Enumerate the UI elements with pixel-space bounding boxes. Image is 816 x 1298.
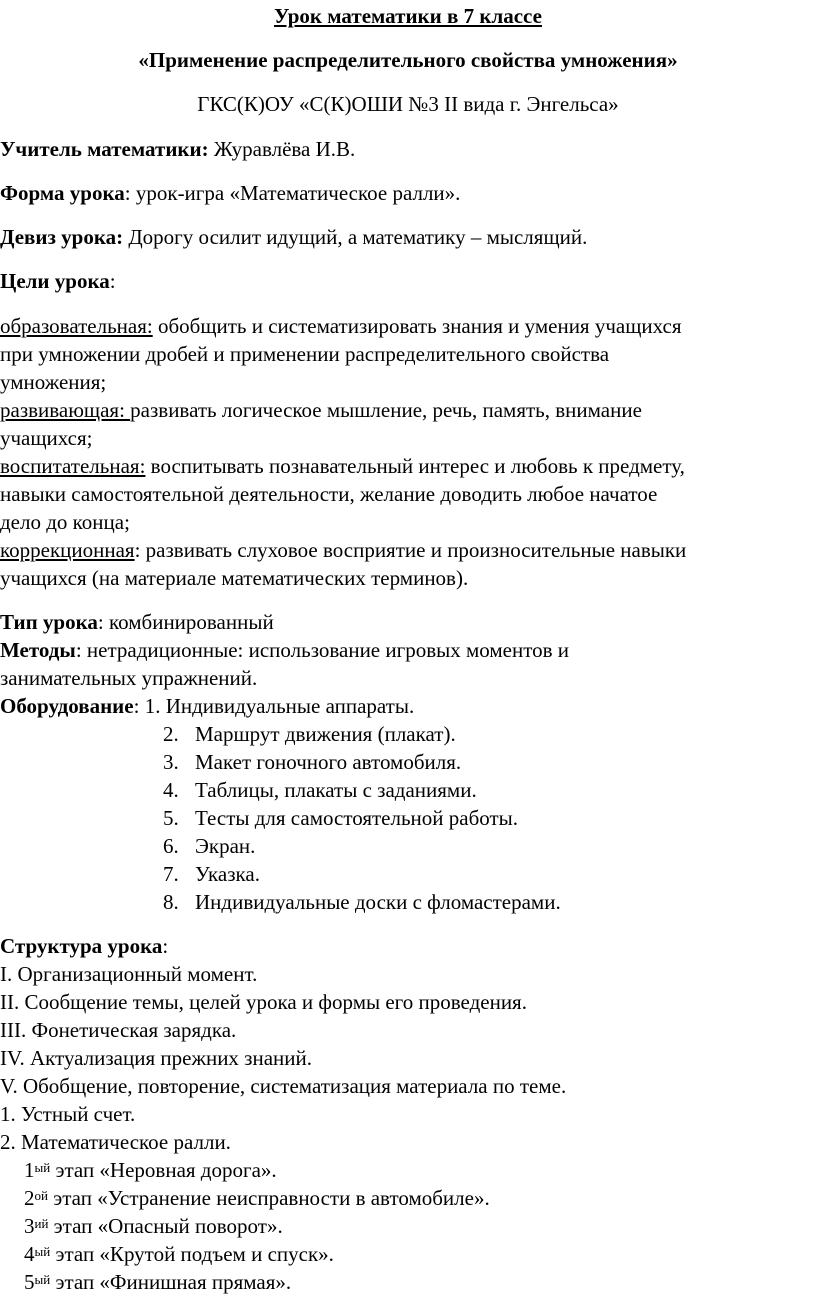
equipment-item: 2. Маршрут движения (плакат). xyxy=(163,722,456,746)
structure-item: IV. Актуализация прежних знаний. xyxy=(0,1046,313,1070)
goal-correctional: коррекционная: развивать слуховое восприятие и произносительные навыки xyxy=(0,538,687,562)
structure-item: 2. Математическое ралли. xyxy=(0,1130,231,1154)
equipment-item: 4. Таблицы, плакаты с заданиями. xyxy=(163,778,477,802)
methods-line: Методы: нетрадиционные: использование игровых моментов и xyxy=(0,638,570,662)
structure-item: V. Обобщение, повторение, систематизация материала по теме. xyxy=(0,1074,567,1098)
rally-stage: $1^{ый}$ этап «Неровная дорога». xyxy=(24,1158,277,1182)
teacher-line: Учитель математики: Журавлёва И.В. xyxy=(0,137,356,161)
equipment-item: 5. Тесты для самостоятельной работы. xyxy=(163,806,519,830)
equipment-line: Оборудование: 1. Индивидуальные аппараты. xyxy=(0,694,415,718)
goal-upbringing-cont: навыки самостоятельной деятельности, желание доводить любое начатое xyxy=(0,482,658,506)
methods-line-cont: занимательных упражнений. xyxy=(0,666,258,690)
goal-developing-cont: учащихся; xyxy=(0,426,93,450)
lesson-motto-line: Девиз урока: Дорогу осилит идущий, а математику – мыслящий. xyxy=(0,225,588,249)
goal-upbringing-cont: дело до конца; xyxy=(0,510,130,534)
goal-correctional-cont: учащихся (на материале математических терминов). xyxy=(0,566,469,590)
rally-stage: $5^{ый}$ этап «Финишная прямая». xyxy=(24,1270,292,1294)
lesson-type-line: Тип урока: комбинированный xyxy=(0,610,274,634)
equipment-item: 7. Указка. xyxy=(163,862,260,886)
page-title: Урок математики в 7 классе xyxy=(274,4,542,28)
structure-item: III. Фонетическая зарядка. xyxy=(0,1018,237,1042)
lesson-goals-heading: Цели урока: xyxy=(0,269,116,293)
structure-heading: Структура урока: xyxy=(0,934,169,958)
equipment-item: 6. Экран. xyxy=(163,834,256,858)
goal-educational-cont: умножения; xyxy=(0,370,107,394)
rally-stage: $2^{ой}$ этап «Устранение неисправности в автомобиле». xyxy=(24,1186,490,1210)
rally-stage: $3^{ий}$ этап «Опасный поворот». xyxy=(24,1214,283,1238)
equipment-item: 3. Макет гоночного автомобиля. xyxy=(163,750,462,774)
lesson-form-line: Форма урока: урок-игра «Математическое ралли». xyxy=(0,181,461,205)
lesson-topic: «Применение распределительного свойства умножения» xyxy=(138,48,678,72)
structure-item: I. Организационный момент. xyxy=(0,962,258,986)
goal-educational: образовательная: обобщить и систематизировать знания и умения учащихся xyxy=(0,314,682,338)
goal-developing: развивающая: развивать логическое мышление, речь, память, внимание xyxy=(0,398,642,422)
structure-item: 1. Устный счет. xyxy=(0,1102,136,1126)
structure-item: II. Сообщение темы, целей урока и формы его проведения. xyxy=(0,990,527,1014)
goal-upbringing: воспитательная: воспитывать познавательный интерес и любовь к предмету, xyxy=(0,454,685,478)
equipment-item: 8. Индивидуальные доски с фломастерами. xyxy=(163,890,561,914)
goal-educational-cont: при умножении дробей и применении распределительного свойства xyxy=(0,342,610,366)
school-name: ГКС(К)ОУ «С(К)ОШИ №3 II вида г. Энгельса» xyxy=(197,92,619,116)
rally-stage: $4^{ый}$ этап «Крутой подъем и спуск». xyxy=(24,1242,334,1266)
